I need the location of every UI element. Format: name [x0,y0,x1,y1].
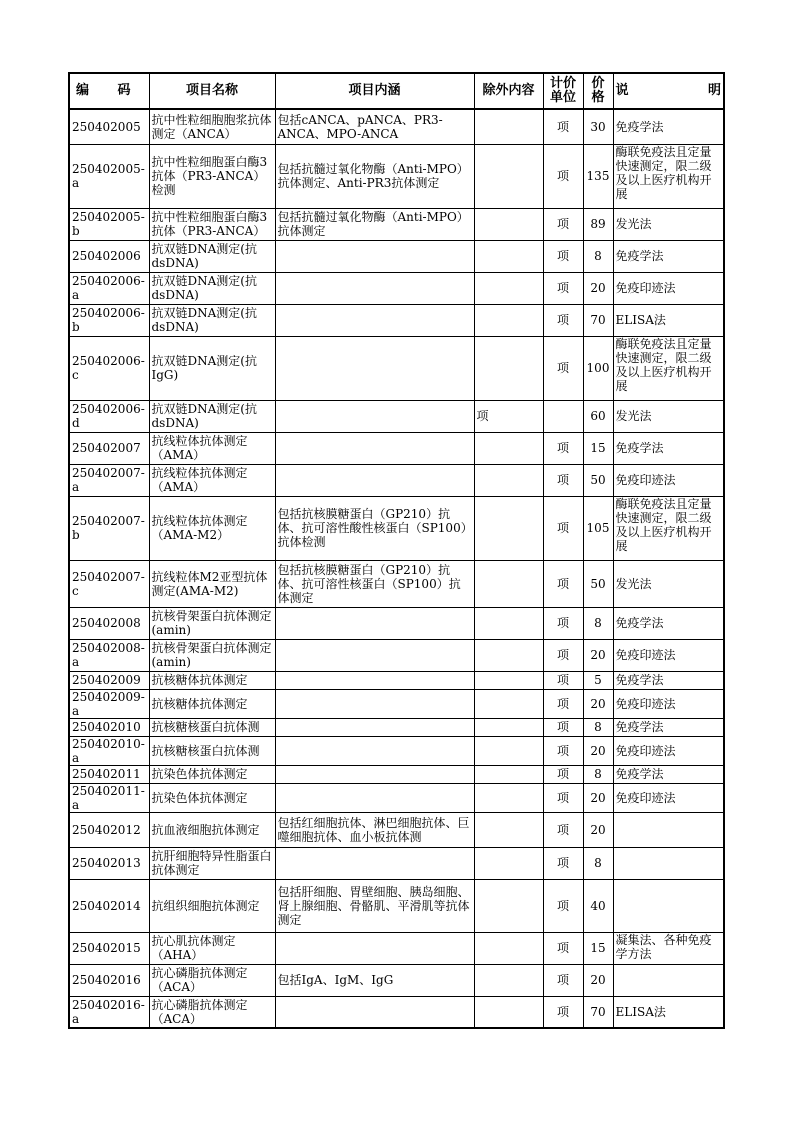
item-note: 免疫印迹法 [613,689,724,718]
item-name: 抗核糖核蛋白抗体测 [149,736,275,765]
item-price: 50 [583,464,613,496]
item-content [275,464,474,496]
item-exclusion [474,304,543,336]
item-note: 酶联免疫法且定量快速测定，限二级及以上医疗机构开展 [613,336,724,400]
item-unit: 项 [543,464,583,496]
item-content [275,607,474,639]
item-code: 250402009 [69,671,149,689]
item-unit: 项 [543,607,583,639]
item-note: 免疫印迹法 [613,464,724,496]
table-row [69,964,724,996]
item-exclusion [474,109,543,144]
table-row [69,736,724,765]
item-exclusion [474,607,543,639]
item-price: 8 [583,847,613,879]
item-price: 30 [583,109,613,144]
item-content [275,718,474,736]
item-name: 抗血液细胞抗体测定 [149,812,275,847]
item-exclusion [474,718,543,736]
item-unit: 项 [543,689,583,718]
item-price: 40 [583,879,613,932]
item-code: 250402007-c [69,560,149,607]
item-note: ELISA法 [613,304,724,336]
item-unit: 项 [543,879,583,932]
header-unit: 计价单位 [543,73,583,109]
item-content [275,783,474,812]
item-price: 20 [583,812,613,847]
item-note [613,847,724,879]
table-row [69,639,724,671]
item-code: 250402013 [69,847,149,879]
item-unit: 项 [543,964,583,996]
item-unit: 项 [543,144,583,208]
item-unit: 项 [543,812,583,847]
item-code: 250402009-a [69,689,149,718]
item-name: 抗线粒体抗体测定（AMA-M2） [149,496,275,560]
item-content [275,240,474,272]
table-row [69,144,724,208]
item-price: 8 [583,718,613,736]
item-unit: 项 [543,847,583,879]
item-code: 250402006 [69,240,149,272]
item-name: 抗中性粒细胞蛋白酶3抗体（PR3-ANCA）检测 [149,144,275,208]
item-exclusion [474,932,543,964]
table-row [69,464,724,496]
table-row [69,671,724,689]
item-price: 5 [583,671,613,689]
item-content: 包括IgA、IgM、IgG [275,964,474,996]
item-name: 抗双链DNA测定(抗dsDNA) [149,400,275,432]
header-note: 说 明 [613,73,724,109]
header-exclusion: 除外内容 [474,73,543,109]
item-name: 抗心磷脂抗体测定（ACA） [149,996,275,1028]
item-content: 包括抗髓过氧化物酶（Anti-MPO）抗体测定 [275,208,474,240]
table-row [69,304,724,336]
item-note: ELISA法 [613,996,724,1028]
table-row [69,432,724,464]
item-content: 包括cANCA、pANCA、PR3-ANCA、MPO-ANCA [275,109,474,144]
item-code: 250402007-a [69,464,149,496]
item-unit: 项 [543,208,583,240]
item-content [275,932,474,964]
table-row [69,812,724,847]
item-exclusion [474,240,543,272]
item-name: 抗核骨架蛋白抗体测定(amin) [149,607,275,639]
item-note: 免疫印迹法 [613,639,724,671]
header-code: 编 码 [69,73,149,109]
item-exclusion [474,336,543,400]
item-code: 250402006-c [69,336,149,400]
item-name: 抗双链DNA测定(抗dsDNA) [149,272,275,304]
item-exclusion [474,879,543,932]
item-price: 15 [583,432,613,464]
item-note [613,964,724,996]
item-code: 250402010 [69,718,149,736]
table-row [69,932,724,964]
table-row [69,109,724,144]
item-exclusion [474,689,543,718]
item-unit: 项 [543,336,583,400]
item-content [275,639,474,671]
item-price: 70 [583,304,613,336]
item-unit: 项 [543,783,583,812]
item-unit: 项 [543,432,583,464]
item-unit [543,400,583,432]
item-note [613,812,724,847]
item-price: 100 [583,336,613,400]
item-price: 8 [583,765,613,783]
item-exclusion [474,432,543,464]
item-content [275,847,474,879]
item-exclusion [474,464,543,496]
item-price: 20 [583,689,613,718]
table-row [69,560,724,607]
item-unit: 项 [543,671,583,689]
item-unit: 项 [543,240,583,272]
item-note: 免疫学法 [613,718,724,736]
item-price: 15 [583,932,613,964]
item-exclusion [474,996,543,1028]
item-price: 70 [583,996,613,1028]
item-code: 250402011-a [69,783,149,812]
header-price: 价格 [583,73,613,109]
item-exclusion [474,812,543,847]
item-price: 8 [583,607,613,639]
item-note: 免疫学法 [613,432,724,464]
table-row [69,783,724,812]
item-name: 抗线粒体抗体测定（AMA） [149,432,275,464]
item-exclusion [474,208,543,240]
item-content: 包括抗髓过氧化物酶（Anti-MPO）抗体测定、Anti-PR3抗体测定 [275,144,474,208]
item-code: 250402007 [69,432,149,464]
item-note: 酶联免疫法且定量快速测定，限二级及以上医疗机构开展 [613,496,724,560]
table-row [69,496,724,560]
item-name: 抗染色体抗体测定 [149,765,275,783]
item-code: 250402011 [69,765,149,783]
item-code: 250402005-b [69,208,149,240]
item-content [275,432,474,464]
item-code: 250402008-a [69,639,149,671]
item-name: 抗双链DNA测定(抗dsDNA) [149,240,275,272]
table-row [69,208,724,240]
item-content [275,736,474,765]
item-unit: 项 [543,304,583,336]
table-row [69,996,724,1028]
item-unit: 项 [543,109,583,144]
item-name: 抗线粒体M2亚型抗体测定(AMA-M2) [149,560,275,607]
item-note: 免疫学法 [613,765,724,783]
item-name: 抗核糖体抗体测定 [149,689,275,718]
item-price: 20 [583,639,613,671]
item-name: 抗中性粒细胞胞浆抗体测定（ANCA） [149,109,275,144]
item-code: 250402006-b [69,304,149,336]
item-name: 抗染色体抗体测定 [149,783,275,812]
item-unit: 项 [543,639,583,671]
item-price: 135 [583,144,613,208]
item-price: 50 [583,560,613,607]
item-exclusion: 项 [474,400,543,432]
item-name: 抗线粒体抗体测定（AMA） [149,464,275,496]
item-exclusion [474,560,543,607]
item-code: 250402015 [69,932,149,964]
item-price: 20 [583,272,613,304]
table-body [69,109,724,1028]
item-unit: 项 [543,496,583,560]
table-row [69,879,724,932]
item-exclusion [474,639,543,671]
item-unit: 项 [543,272,583,304]
item-price: 20 [583,736,613,765]
item-code: 250402016 [69,964,149,996]
item-name: 抗心肌抗体测定（AHA） [149,932,275,964]
item-name: 抗核糖核蛋白抗体测 [149,718,275,736]
item-code: 250402005-a [69,144,149,208]
item-name: 抗肝细胞特异性脂蛋白抗体测定 [149,847,275,879]
item-exclusion [474,783,543,812]
item-note: 发光法 [613,400,724,432]
item-name: 抗双链DNA测定(抗dsDNA) [149,304,275,336]
table-header-row [69,73,724,109]
table-row [69,607,724,639]
item-content [275,336,474,400]
item-price: 8 [583,240,613,272]
item-code: 250402016-a [69,996,149,1028]
item-code: 250402010-a [69,736,149,765]
item-content [275,765,474,783]
item-content [275,689,474,718]
item-exclusion [474,272,543,304]
item-note: 免疫学法 [613,240,724,272]
table-row [69,765,724,783]
item-note: 免疫学法 [613,671,724,689]
item-code: 250402014 [69,879,149,932]
item-code: 250402005 [69,109,149,144]
item-code: 250402008 [69,607,149,639]
table-row [69,847,724,879]
item-content [275,304,474,336]
header-name: 项目名称 [149,73,275,109]
item-price: 20 [583,783,613,812]
item-unit: 项 [543,932,583,964]
item-note: 酶联免疫法且定量快速测定，限二级及以上医疗机构开展 [613,144,724,208]
item-note: 发光法 [613,560,724,607]
item-price: 20 [583,964,613,996]
table-row [69,718,724,736]
item-note: 免疫印迹法 [613,783,724,812]
item-code: 250402006-a [69,272,149,304]
item-exclusion [474,496,543,560]
table-row [69,240,724,272]
item-content [275,400,474,432]
item-price: 89 [583,208,613,240]
item-unit: 项 [543,718,583,736]
fee-table [68,72,725,1029]
item-content: 包括肝细胞、胃壁细胞、胰岛细胞、肾上腺细胞、骨骼肌、平滑肌等抗体测定 [275,879,474,932]
item-content [275,671,474,689]
item-name: 抗核骨架蛋白抗体测定(amin) [149,639,275,671]
item-note: 免疫学法 [613,607,724,639]
item-exclusion [474,736,543,765]
item-exclusion [474,847,543,879]
item-unit: 项 [543,765,583,783]
item-note: 免疫印迹法 [613,736,724,765]
item-price: 60 [583,400,613,432]
item-code: 250402012 [69,812,149,847]
table-row [69,272,724,304]
item-unit: 项 [543,996,583,1028]
table-row [69,336,724,400]
item-note: 发光法 [613,208,724,240]
header-content: 项目内涵 [275,73,474,109]
item-content: 包括抗核膜糖蛋白（GP210）抗体、抗可溶性核蛋白（SP100）抗体测定 [275,560,474,607]
item-content: 包括红细胞抗体、淋巴细胞抗体、巨噬细胞抗体、血小板抗体测 [275,812,474,847]
item-exclusion [474,144,543,208]
item-unit: 项 [543,736,583,765]
item-name: 抗核糖体抗体测定 [149,671,275,689]
item-unit: 项 [543,560,583,607]
item-note [613,879,724,932]
item-exclusion [474,964,543,996]
item-note: 免疫印迹法 [613,272,724,304]
item-name: 抗组织细胞抗体测定 [149,879,275,932]
item-content [275,272,474,304]
item-note: 免疫学法 [613,109,724,144]
table-row [69,400,724,432]
item-content: 包括抗核膜糖蛋白（GP210）抗体、抗可溶性酸性核蛋白（SP100）抗体检测 [275,496,474,560]
item-exclusion [474,671,543,689]
table-row [69,689,724,718]
item-code: 250402006-d [69,400,149,432]
item-name: 抗中性粒细胞蛋白酶3抗体（PR3-ANCA） [149,208,275,240]
item-price: 105 [583,496,613,560]
item-code: 250402007-b [69,496,149,560]
item-name: 抗心磷脂抗体测定（ACA） [149,964,275,996]
item-note: 凝集法、各种免疫学方法 [613,932,724,964]
item-content [275,996,474,1028]
item-name: 抗双链DNA测定(抗IgG) [149,336,275,400]
item-exclusion [474,765,543,783]
